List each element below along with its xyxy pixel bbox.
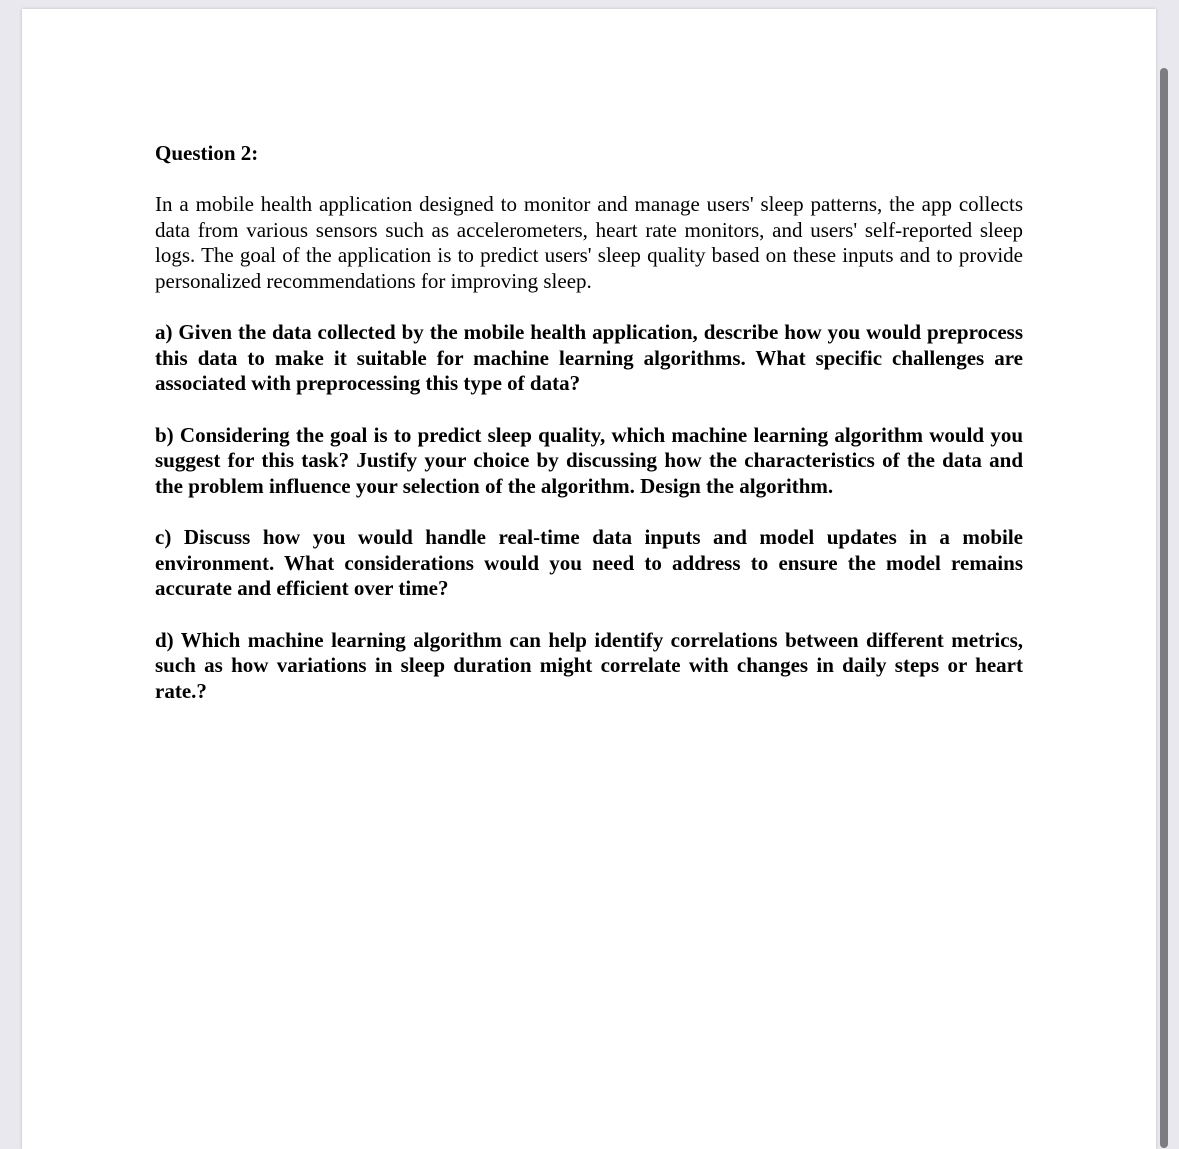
question-part-b: b) Considering the goal is to predict sleep quality, which machine learning algorithm would you suggest for this task? Justify your choice by discussing how the characteristics of the data and the problem influence your selection of the algorithm. Design the algorithm. — [155, 422, 1023, 498]
document-content — [155, 140, 1023, 730]
document-page — [22, 9, 1156, 1149]
question-title: Question 2: — [155, 141, 259, 165]
question-part-c: c) Discuss how you would handle real-time data inputs and model updates in a mobile environment. What considerations would you need to address to ensure the model remains accurate and efficient over time? — [155, 525, 1023, 600]
question-intro: In a mobile health application designed to monitor and manage users' sleep patterns, the app collects data from various sensors such as accelerometers, heart rate monitors, and users' self-reported sleep logs. The goal of the application is to predict users' sleep quality based on these inputs and to provide personalized recommendations for improving sleep. — [155, 192, 1023, 293]
question-part-d: d) Which machine learning algorithm can help identify correlations between different metrics, such as how variations in sleep duration might correlate with changes in daily steps or heart rate.? — [155, 627, 1023, 703]
question-part-a: a) Given the data collected by the mobile health application, describe how you would preprocess this data to make it suitable for machine learning algorithms. What specific challenges are associated with preprocessing this type of data? — [155, 320, 1023, 395]
vertical-scrollbar[interactable] — [1160, 68, 1168, 1148]
